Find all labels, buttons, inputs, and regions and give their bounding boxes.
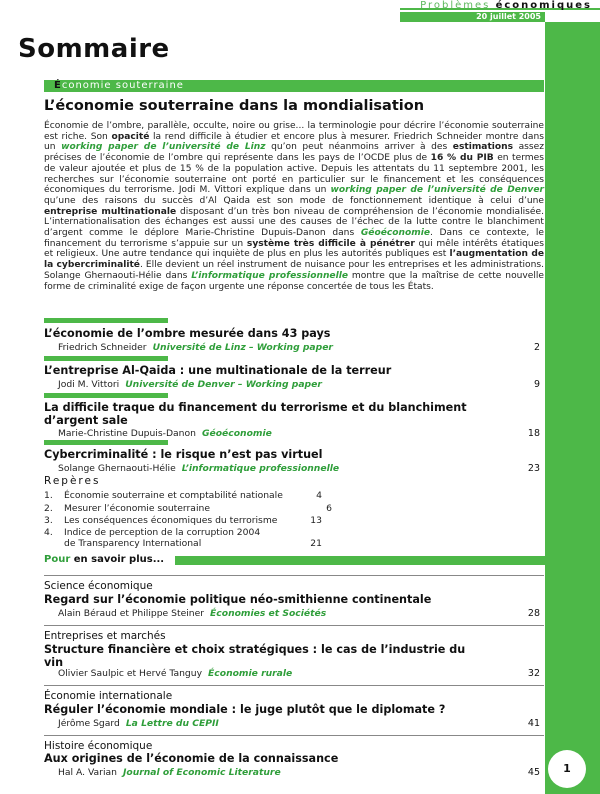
article-title[interactable]: Structure financière et choix stratégiques : le cas de l’industrie du vin <box>44 643 466 669</box>
intro-text: qu’une des raisons du succès d’Al Qaida est son mode de fonctionnement identique à celui d’une <box>44 195 544 206</box>
article-title[interactable]: Regard sur l’économie politique néo-smithienne continentale <box>44 593 432 606</box>
article-byline <box>58 608 326 619</box>
page-title: Sommaire <box>18 34 170 64</box>
savoir-plus-rest: en savoir plus... <box>73 554 165 565</box>
repere-label[interactable]: Mesurer l’économie souterraine <box>64 503 210 514</box>
article-author: Hal A. Varian <box>58 767 117 778</box>
intro-bold: opacité <box>111 131 150 142</box>
intro-source: working paper de l’université de Linz <box>61 142 266 153</box>
issue-date: 20 juillet 2005 <box>400 12 545 22</box>
rule <box>44 685 544 686</box>
intro-bold: système très difficile à pénétrer <box>246 238 415 249</box>
intro-bold: estimations <box>452 142 514 153</box>
rule <box>44 575 544 576</box>
section-band-label: conomie souterraine <box>61 80 184 91</box>
article-page[interactable]: 9 <box>533 379 540 390</box>
publication-title-bold: économiques <box>495 0 592 11</box>
intro-text: montre que la maîtrise de cette nouvelle forme de criminalité exige de façon urgente une réponse concertée de tous les États. <box>44 270 545 292</box>
article-title[interactable]: Réguler l’économie mondiale : le juge plutôt que le diplomate ? <box>44 703 446 716</box>
section-band-initial: É <box>54 80 62 91</box>
savoir-plus-lead: Pour <box>44 554 71 565</box>
repere-page[interactable]: 4 <box>316 490 322 501</box>
repere-page[interactable]: 21 <box>310 538 322 549</box>
article-page[interactable]: 18 <box>527 428 540 439</box>
article-source: Université de Linz – Working paper <box>152 342 333 353</box>
intro-paragraph <box>44 121 544 292</box>
article-page[interactable]: 2 <box>533 342 540 353</box>
section-band <box>44 80 544 92</box>
savoir-plus-heading <box>44 554 164 565</box>
article-author: Olivier Saulpic et Hervé Tanguy <box>58 668 203 679</box>
article-source: Économies et Sociétés <box>210 608 327 619</box>
article-author: Solange Ghernaouti-Hélie <box>58 463 176 474</box>
repere-page[interactable]: 6 <box>326 503 332 514</box>
page-number: 1 <box>548 750 586 788</box>
reperes-heading: Repères <box>44 475 101 487</box>
repere-number: 2. <box>44 503 53 514</box>
intro-source: working paper de l’université de Denver <box>330 185 544 196</box>
repere-label[interactable]: Les conséquences économiques du terrorisme <box>64 515 278 526</box>
article-source: Géoéconomie <box>201 428 272 439</box>
article-title[interactable]: La difficile traque du financement du terrorisme et du blanchiment d’argent sale <box>44 401 467 427</box>
article-source: Université de Denver – Working paper <box>125 379 322 390</box>
article-page[interactable]: 32 <box>527 668 540 679</box>
article-title[interactable]: Cybercriminalité : le risque n’est pas virtuel <box>44 448 323 461</box>
repere-page[interactable]: 13 <box>310 515 322 526</box>
intro-text: . Dans ce contexte, le financement du terrorisme s’appuie sur un <box>44 228 544 249</box>
article-byline <box>58 379 322 390</box>
article-source: Économie rurale <box>208 668 293 679</box>
publication-title <box>420 0 592 11</box>
intro-bold: l’augmentation de la cybercriminalité <box>44 249 544 271</box>
repere-label[interactable]: Économie souterraine et comptabilité nationale <box>64 490 283 501</box>
intro-text: en termes de valeur ajoutée et plus de 15 % de la population active. Depuis les attentats du 11 septembre 2001, les recherches sur l’économie souterraine ont porté en particulier sur le financement et les conséquences économiques du terrorisme. Jodi M. Vittori explique dans un <box>44 153 544 196</box>
article-byline <box>58 428 272 439</box>
savoir-plus-bar <box>175 556 545 565</box>
intro-text: Économie de l’ombre, parallèle, occulte, noire ou grise... la terminologie pour décrire l’économie souterraine est riche. Son <box>44 121 544 142</box>
article-author: Alain Béraud et Philippe Steiner <box>58 608 205 619</box>
repere-number: 4. <box>44 527 53 538</box>
article-byline <box>58 463 339 474</box>
right-green-strip <box>545 22 600 794</box>
intro-text: qui mêle intérêts étatiques et religieux. Une autre tendance qui inquiète de plus en plus les autorités publiques est <box>44 238 545 260</box>
article-page[interactable]: 41 <box>527 718 540 729</box>
article-byline <box>58 767 281 778</box>
section-divider <box>44 393 168 398</box>
intro-text: . Elle devient un réel instrument de nuisance pour les entreprises et les administrations. Solange Ghernaouti-Hélie dans <box>44 260 544 281</box>
repere-number: 3. <box>44 515 53 526</box>
article-title[interactable]: Aux origines de l’économie de la connaissance <box>44 752 339 765</box>
category-label: Entreprises et marchés <box>44 630 166 642</box>
article-byline <box>58 718 219 729</box>
article-source: Journal of Economic Literature <box>122 767 281 778</box>
section-divider <box>44 356 168 361</box>
intro-bold: entreprise multinationale <box>44 206 177 217</box>
category-label: Histoire économique <box>44 740 153 752</box>
repere-number: 1. <box>44 490 53 501</box>
article-author: Jodi M. Vittori <box>58 379 120 390</box>
article-byline <box>58 342 333 353</box>
rule <box>44 625 544 626</box>
section-divider <box>44 440 168 445</box>
section-divider <box>44 318 168 323</box>
article-page[interactable]: 23 <box>527 463 540 474</box>
intro-source: L’informatique professionnelle <box>191 270 349 281</box>
main-article-title: L’économie souterraine dans la mondialisation <box>44 98 425 114</box>
intro-text: disposant d’un très bon niveau de compréhension de l’économie mondialisée. L’internationalisation des échanges est aussi une des causes de l’échec de la lutte contre le blanchiment d’argent comme le déplore Marie-Christine Dupuis-Danon dans <box>44 206 544 239</box>
intro-bold: 16 % du PIB <box>430 153 494 164</box>
article-title[interactable]: L’entreprise Al-Qaida : une multinationale de la terreur <box>44 364 392 377</box>
publication-title-light: Problèmes <box>420 0 491 11</box>
article-title[interactable]: L’économie de l’ombre mesurée dans 43 pays <box>44 327 331 340</box>
article-author: Friedrich Schneider <box>58 342 147 353</box>
intro-text: la rend difficile à étudier et encore plus à mesurer. Friedrich Schneider montre dans un <box>44 131 544 153</box>
intro-text: qu’on peut néanmoins arriver à des <box>265 142 453 153</box>
article-source: La Lettre du CEPII <box>125 718 219 729</box>
intro-text: assez précises de l’économie de l’ombre qui représente dans les pays de l’OCDE plus de <box>44 142 545 164</box>
article-byline <box>58 668 292 679</box>
article-page[interactable]: 28 <box>527 608 540 619</box>
article-author: Marie-Christine Dupuis-Danon <box>58 428 196 439</box>
repere-label[interactable]: Indice de perception de la corruption 2004 de Transparency International <box>64 527 261 549</box>
article-author: Jérôme Sgard <box>58 718 120 729</box>
article-source: L’informatique professionnelle <box>181 463 340 474</box>
article-page[interactable]: 45 <box>527 767 540 778</box>
rule <box>44 735 544 736</box>
category-label: Économie internationale <box>44 690 173 702</box>
intro-source: Géoéconomie <box>360 228 430 239</box>
reperes-list <box>0 490 600 550</box>
category-label: Science économique <box>44 580 153 592</box>
